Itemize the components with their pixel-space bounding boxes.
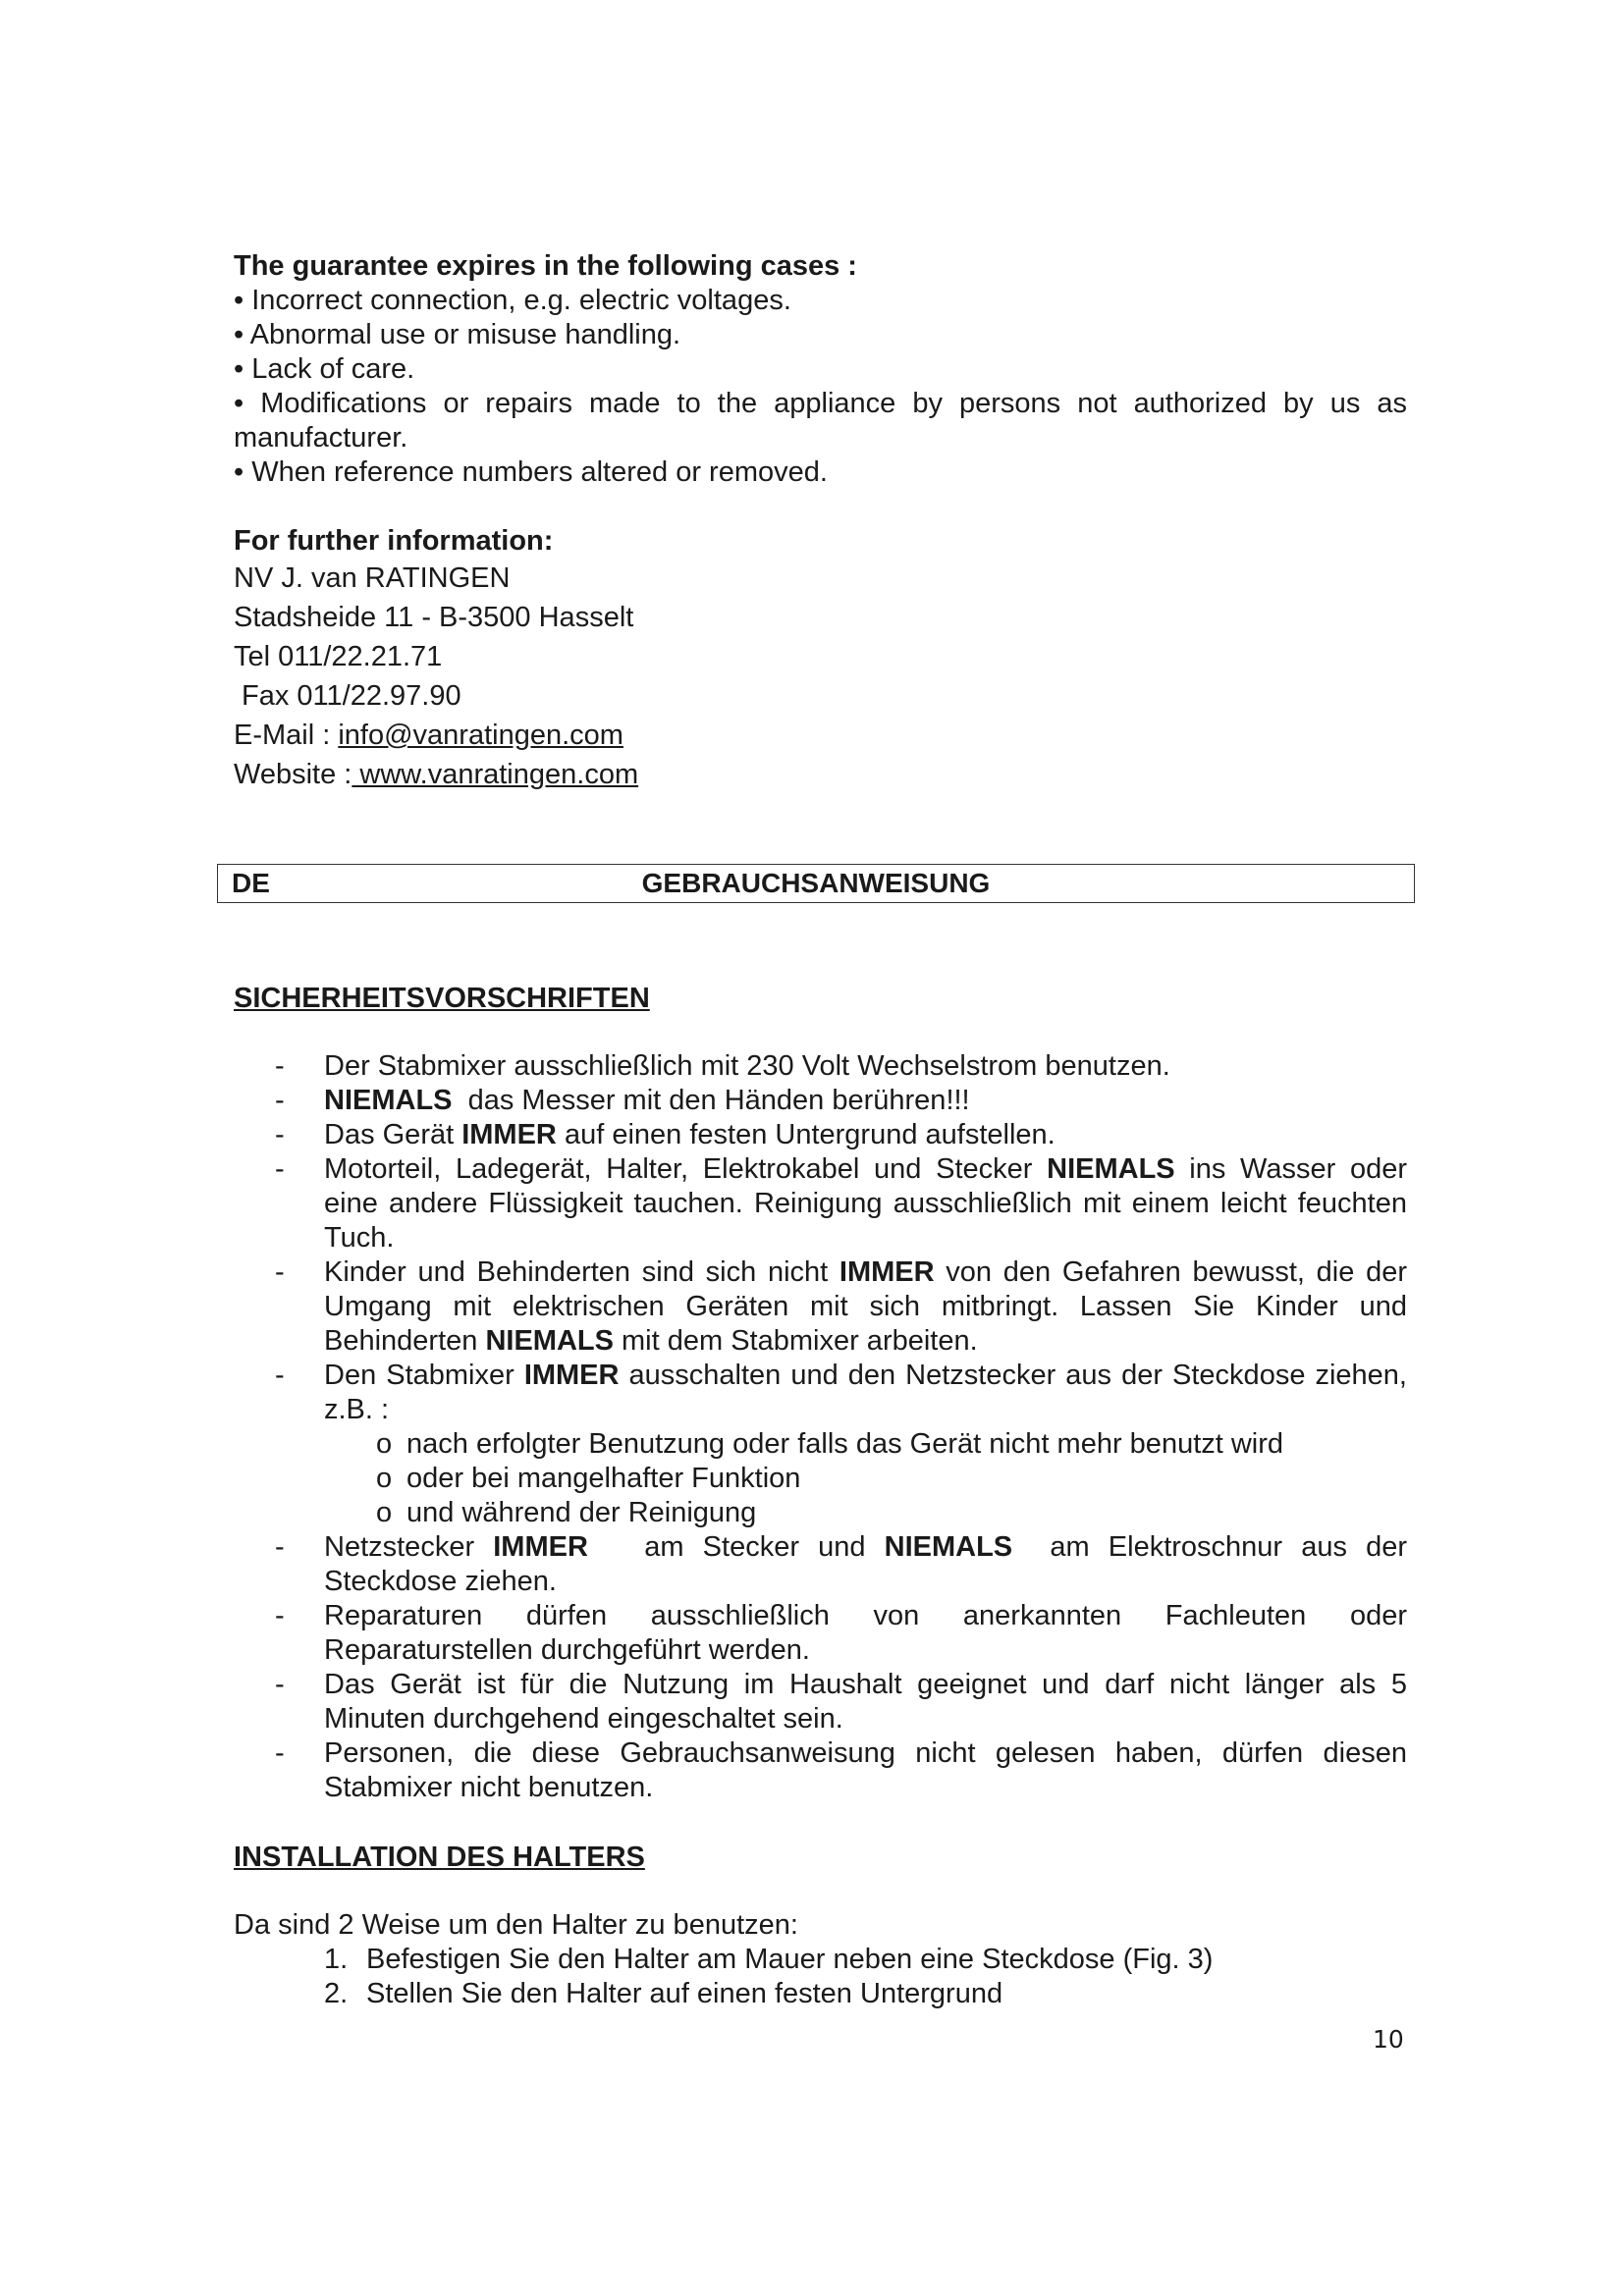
guarantee-item: • Lack of care.: [234, 353, 415, 385]
page-content: [234, 249, 1407, 794]
list-item: - Netzstecker IMMER am Stecker und NIEMALS am Elektroschnur aus der Steckdose ziehen.: [234, 1530, 1407, 1599]
website-link[interactable]: www.vanratingen.com: [352, 759, 639, 790]
contact-tel: Tel 011/22.21.71: [234, 641, 443, 672]
list-item: - Den Stabmixer IMMER ausschalten und den Netzstecker aus der Steckdose ziehen, z.B. : o nach erfolgter Benutzung oder falls das Gerät nicht mehr benutzt wird o oder bei mangelhafter Funktion o und während der Reinigung: [234, 1359, 1407, 1530]
email-link[interactable]: info@vanratingen.com: [338, 720, 623, 751]
list-item: - NIEMALS das Messer mit den Händen berühren!!!: [234, 1084, 1407, 1118]
section-title: GEBRAUCHSANWEISUNG: [641, 868, 991, 898]
list-item: - Das Gerät ist für die Nutzung im Haushalt geeignet und darf nicht länger als 5 Minuten durchgehend eingeschaltet sein.: [234, 1668, 1407, 1736]
email-label: E-Mail :: [234, 720, 339, 751]
sub-list-item: o und während der Reinigung: [234, 1496, 1407, 1530]
list-item: 2. Stellen Sie den Halter auf einen festen Untergrund: [324, 1978, 1003, 2009]
contact-fax: Fax 011/22.97.90: [242, 680, 461, 712]
page-number: 10: [1373, 2025, 1404, 2054]
guarantee-item: • Modifications or repairs made to the appliance by persons not authorized by us as manufacturer.: [234, 388, 1407, 454]
sub-list-item: o oder bei mangelhafter Funktion: [234, 1462, 1407, 1496]
sub-list-item: o nach erfolgter Benutzung oder falls das Gerät nicht mehr benutzt wird: [234, 1427, 1407, 1462]
list-item: - Kinder und Behinderten sind sich nicht IMMER von den Gefahren bewusst, die der Umgang mit elektrischen Geräten mit sich mitbringt. Lassen Sie Kinder und Behinderten NIEMALS mit dem Stabmixer arbeiten.: [234, 1255, 1407, 1359]
contact-website-line: [234, 755, 1407, 794]
contact-heading: For further information:: [234, 525, 554, 557]
list-item: - Motorteil, Ladegerät, Halter, Elektrokabel und Stecker NIEMALS ins Wasser oder eine andere Flüssigkeit tauchen. Reinigung ausschließlich mit einem leicht feuchten Tuch.: [234, 1152, 1407, 1255]
installation-intro: Da sind 2 Weise um den Halter zu benutzen:: [234, 1909, 798, 1941]
list-item: - Der Stabmixer ausschließlich mit 230 Volt Wechselstrom benutzen.: [234, 1049, 1407, 1084]
website-label: Website :: [234, 759, 352, 790]
list-item: - Personen, die diese Gebrauchsanweisung nicht gelesen haben, dürfen diesen Stabmixer nicht benutzen.: [234, 1736, 1407, 1805]
sub-list: [324, 1427, 1407, 1530]
contact-company: NV J. van RATINGEN: [234, 562, 511, 594]
guarantee-heading: The guarantee expires in the following cases :: [234, 250, 857, 282]
installation-steps: [234, 1943, 1407, 2011]
guarantee-item: • Incorrect connection, e.g. electric voltages.: [234, 285, 791, 316]
list-item: - Reparaturen dürfen ausschließlich von anerkannten Fachleuten oder Reparaturstellen durchgeführt werden.: [234, 1599, 1407, 1668]
installation-heading: INSTALLATION DES HALTERS: [234, 1842, 645, 1873]
guarantee-item: • When reference numbers altered or removed.: [234, 456, 828, 488]
safety-heading: SICHERHEITSVORSCHRIFTEN: [234, 983, 650, 1014]
list-item: 1. Befestigen Sie den Halter am Mauer neben eine Steckdose (Fig. 3): [324, 1944, 1214, 1975]
contact-address: Stadsheide 11 - B-3500 Hasselt: [234, 602, 634, 633]
guarantee-item: • Abnormal use or misuse handling.: [234, 319, 681, 350]
section-lang: DE: [232, 868, 270, 898]
de-content: [234, 982, 1416, 2011]
list-item: - Das Gerät IMMER auf einen festen Untergrund aufstellen.: [234, 1118, 1407, 1152]
safety-list: [234, 1049, 1416, 1805]
contact-email-line: [234, 716, 1407, 755]
section-header-box: [217, 864, 1415, 903]
